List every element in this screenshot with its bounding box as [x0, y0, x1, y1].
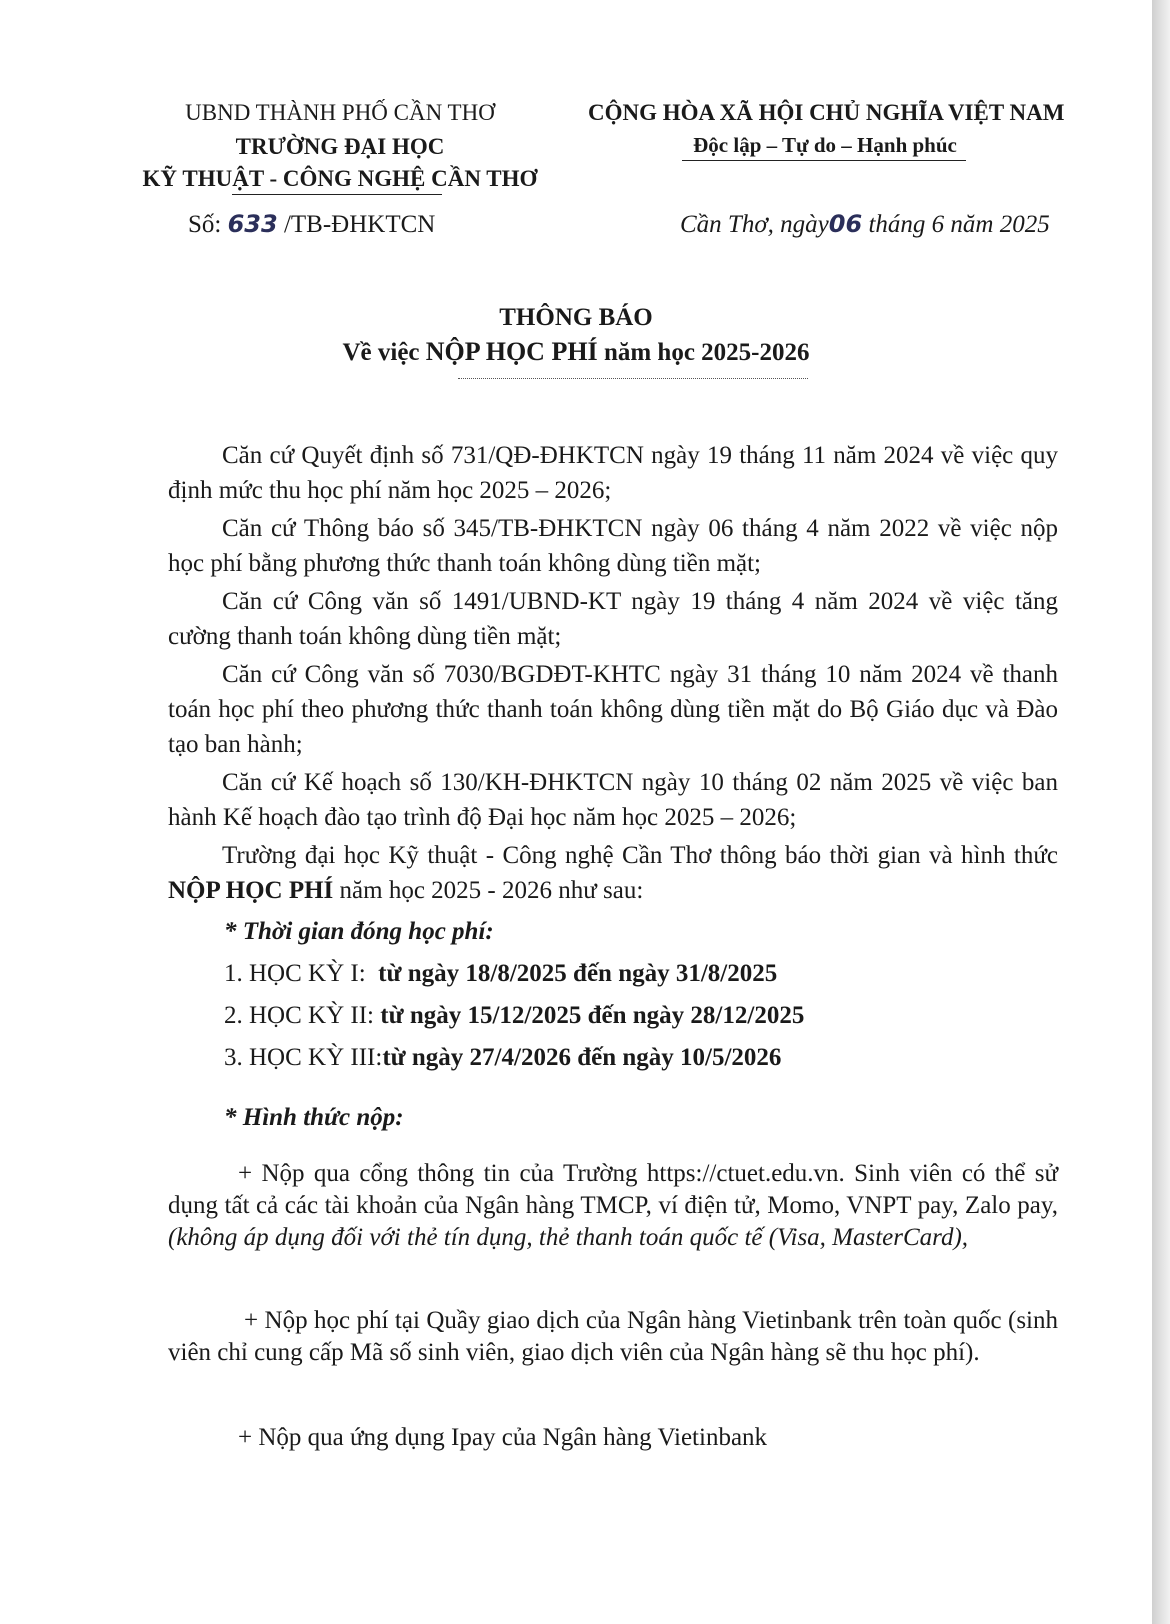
- notice-subject-bold: NỘP HỌC PHÍ: [425, 337, 598, 366]
- national-title: CỘNG HÒA XÃ HỘI CHỦ NGHĨA VIỆT NAM: [588, 100, 1065, 125]
- method-ipay: + Nộp qua ứng dụng Ipay của Ngân hàng Vietinbank: [238, 1424, 768, 1451]
- legal-basis-1: Căn cứ Quyết định số 731/QĐ-ĐHKTCN ngày 19 tháng 11 năm 2024 về việc quy định mức thu học phí năm học 2025 – 2026;: [168, 442, 1058, 504]
- issuer-underline: [232, 194, 442, 195]
- announce-paragraph: [168, 838, 1058, 908]
- document-number-handwritten: 633: [227, 210, 278, 238]
- notice-subject-prefix: Về việc: [342, 339, 426, 366]
- title-underline: [458, 378, 808, 379]
- motto-underline: [682, 160, 966, 161]
- method-heading: * Hình thức nộp:: [224, 1104, 404, 1131]
- announce-prefix: Trường đại học Kỹ thuật - Công nghệ Cần Thơ thông báo thời gian và hình thức: [222, 842, 1058, 869]
- document-number: [188, 210, 435, 239]
- legal-basis-4: Căn cứ Công văn số 7030/BGDĐT-KHTC ngày 31 tháng 10 năm 2024 về thanh toán học phí theo phương thức thanh toán không dùng tiền mặt do Bộ Giáo dục và Đào tạo ban hành;: [168, 661, 1058, 758]
- announce-suffix: năm học 2025 - 2026 như sau:: [333, 877, 644, 904]
- date-day-handwritten: 06: [828, 210, 863, 238]
- term-2: [224, 1002, 804, 1030]
- term-3-label: 3. HỌC KỲ III:: [224, 1044, 383, 1071]
- time-heading: * Thời gian đóng học phí:: [224, 918, 494, 945]
- term-1-dates: từ ngày 18/8/2025 đến ngày 31/8/2025: [378, 960, 778, 987]
- announce-bold: NỘP HỌC PHÍ: [168, 877, 334, 904]
- term-2-label: 2. HỌC KỲ II:: [224, 1002, 381, 1029]
- term-1-label: 1. HỌC KỲ I:: [224, 960, 379, 987]
- term-1: [224, 960, 777, 988]
- legal-basis-5: Căn cứ Kế hoạch số 130/KH-ĐHKTCN ngày 10 tháng 02 năm 2025 về việc ban hành Kế hoạch đào tạo trình độ Đại học năm học 2025 – 2026;: [168, 769, 1058, 831]
- issuer-school-line2: KỸ THUẬT - CÔNG NGHỆ CẦN THƠ: [142, 166, 538, 191]
- notice-subject: [0, 337, 1152, 367]
- document-date: [680, 210, 1050, 239]
- date-prefix: Cần Thơ, ngày: [680, 211, 829, 238]
- method-online-note: (không áp dụng đối với thẻ tín dụng, thẻ thanh toán quốc tế (Visa, MasterCard),: [168, 1224, 969, 1251]
- legal-basis-3: Căn cứ Công văn số 1491/UBND-KT ngày 19 tháng 4 năm 2024 về việc tăng cường thanh toán không dùng tiền mặt;: [168, 588, 1058, 650]
- national-motto: Độc lập – Tự do – Hạnh phúc: [693, 133, 957, 157]
- term-3-dates: từ ngày 27/4/2026 đến ngày 10/5/2026: [382, 1044, 782, 1071]
- method-online-text: + Nộp qua cổng thông tin của Trường https://ctuet.edu.vn. Sinh viên có thể sử dụng tất cả các tài khoản của Ngân hàng TMCP, ví điện tử, Momo, VNPT pay, Zalo pay,: [168, 1160, 1058, 1219]
- notice-subject-suffix: năm học 2025-2026: [597, 339, 810, 366]
- document-number-prefix: Số:: [188, 211, 222, 238]
- method-online: [168, 1158, 1058, 1254]
- date-suffix: tháng 6 năm 2025: [868, 211, 1050, 238]
- term-2-dates: từ ngày 15/12/2025 đến ngày 28/12/2025: [380, 1002, 805, 1029]
- method-counter: + Nộp học phí tại Quầy giao dịch của Ngân hàng Vietinbank trên toàn quốc (sinh viên chỉ cung cấp Mã số sinh viên, giao dịch viên của Ngân hàng sẽ thu học phí).: [168, 1307, 1058, 1366]
- notice-title: THÔNG BÁO: [499, 304, 653, 331]
- term-3: [224, 1044, 781, 1072]
- issuer-school-line1: TRƯỜNG ĐẠI HỌC: [235, 134, 445, 159]
- issuer-authority: UBND THÀNH PHỐ CẦN THƠ: [185, 100, 495, 125]
- legal-basis-2: Căn cứ Thông báo số 345/TB-ĐHKTCN ngày 06 tháng 4 năm 2022 về việc nộp học phí bằng phương thức thanh toán không dùng tiền mặt;: [168, 515, 1058, 577]
- document-number-suffix: /TB-ĐHKTCN: [283, 211, 436, 238]
